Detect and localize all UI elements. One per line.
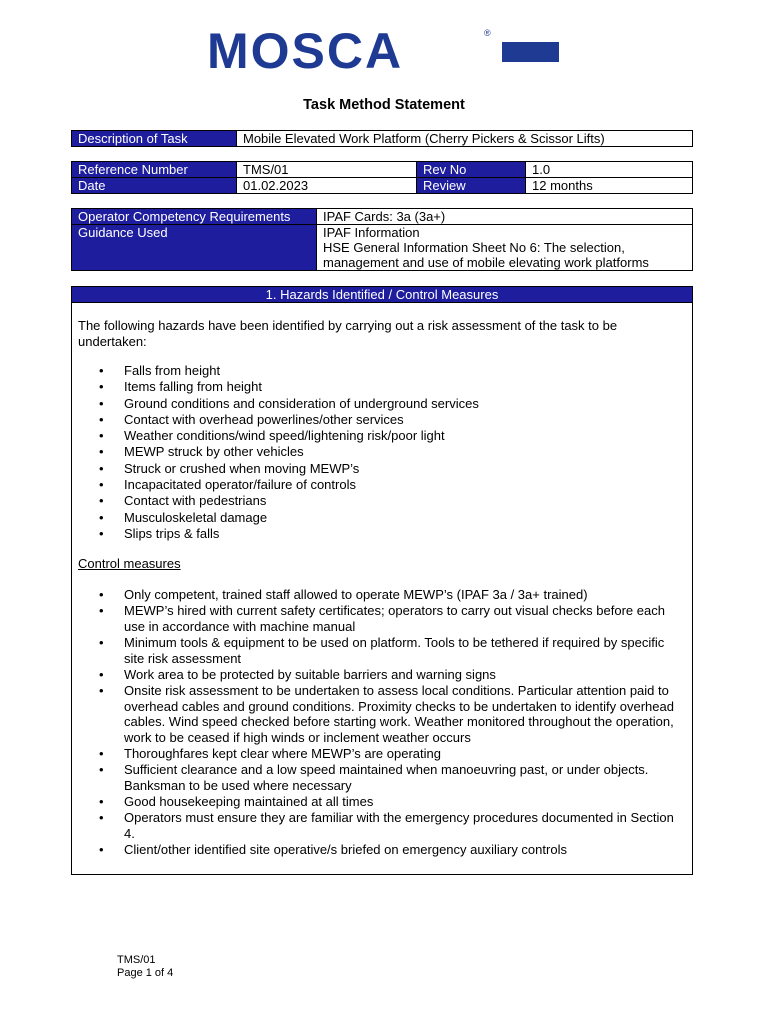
- footer-page: Page 1 of 4: [117, 967, 174, 979]
- reference-number-value: TMS/01: [237, 162, 417, 178]
- control-item: • Operators must ensure they are familiar with the emergency procedures documented in Section 4.: [78, 810, 686, 841]
- description-value: Mobile Elevated Work Platform (Cherry Pickers & Scissor Lifts): [237, 131, 693, 147]
- description-table: [71, 130, 693, 147]
- control-item: • Work area to be protected by suitable barriers and warning signs: [78, 667, 686, 683]
- control-item: • Onsite risk assessment to be undertaken to assess local conditions. Particular attention paid to overhead cables and ground conditions. Proximity checks to be undertaken to identify overhead cables. Wind speed checked before starting work. Weather monitored throughout the operation, work to be ceased if high winds or inclement weather occurs: [78, 683, 686, 745]
- review-label: Review: [417, 178, 526, 194]
- reference-number-label: Reference Number: [72, 162, 237, 178]
- guidance-value: [317, 225, 693, 271]
- section-heading: 1. Hazards Identified / Control Measures: [72, 287, 692, 303]
- competency-value: IPAF Cards: 3a (3a+): [317, 209, 693, 225]
- control-measures-heading: Control measures: [78, 556, 181, 571]
- hazard-item: • Incapacitated operator/failure of controls: [78, 477, 686, 493]
- control-item: • Thoroughfares kept clear where MEWP’s are operating: [78, 746, 686, 762]
- hazards-list: [78, 363, 686, 542]
- registered-mark: ®: [484, 28, 491, 38]
- hazard-item: • Struck or crushed when moving MEWP’s: [78, 461, 686, 477]
- hazard-item: • Contact with overhead powerlines/other services: [78, 412, 686, 428]
- hazard-item: • Ground conditions and consideration of underground services: [78, 396, 686, 412]
- hazard-item: • Falls from height: [78, 363, 686, 379]
- competency-label: Operator Competency Requirements: [72, 209, 317, 225]
- guidance-line: management and use of mobile elevating work platforms: [323, 255, 649, 270]
- hazard-item: • Contact with pedestrians: [78, 493, 686, 509]
- hazard-item: • Slips trips & falls: [78, 526, 686, 542]
- control-item: • Sufficient clearance and a low speed maintained when manoeuvring past, or under objects. Banksman to be used where necessary: [78, 762, 686, 793]
- page-title: Task Method Statement: [303, 97, 465, 113]
- competency-table: [71, 208, 693, 271]
- control-item: • Good housekeeping maintained at all times: [78, 794, 686, 810]
- footer-ref: TMS/01: [117, 954, 156, 966]
- description-label: Description of Task: [72, 131, 237, 147]
- review-value: 12 months: [526, 178, 693, 194]
- control-item: • Client/other identified site operative/s briefed on emergency auxiliary controls: [78, 842, 686, 858]
- hazard-item: • Items falling from height: [78, 379, 686, 395]
- control-item: • Only competent, trained staff allowed to operate MEWP’s (IPAF 3a / 3a+ trained): [78, 587, 686, 603]
- hazards-intro: The following hazards have been identified by carrying out a risk assessment of the task to be undertaken:: [78, 318, 618, 349]
- hazard-item: • Musculoskeletal damage: [78, 510, 686, 526]
- hazards-section: [71, 286, 693, 875]
- date-value: 01.02.2023: [237, 178, 417, 194]
- reference-table: [71, 161, 693, 194]
- guidance-line: IPAF Information: [323, 225, 420, 240]
- controls-list: [78, 587, 686, 858]
- guidance-label: Guidance Used: [72, 225, 317, 271]
- mosca-logo: MOSCA: [207, 23, 404, 79]
- page-footer: [117, 954, 173, 980]
- rev-no-value: 1.0: [526, 162, 693, 178]
- control-item: • MEWP’s hired with current safety certificates; operators to carry out visual checks before each use in accordance with machine manual: [78, 603, 686, 634]
- logo-bar: [502, 42, 559, 62]
- hazard-item: • Weather conditions/wind speed/lightening risk/poor light: [78, 428, 686, 444]
- rev-no-label: Rev No: [417, 162, 526, 178]
- guidance-line: HSE General Information Sheet No 6: The selection,: [323, 240, 625, 255]
- control-item: • Minimum tools & equipment to be used on platform. Tools to be tethered if required by specific site risk assessment: [78, 635, 686, 666]
- hazard-item: • MEWP struck by other vehicles: [78, 444, 686, 460]
- date-label: Date: [72, 178, 237, 194]
